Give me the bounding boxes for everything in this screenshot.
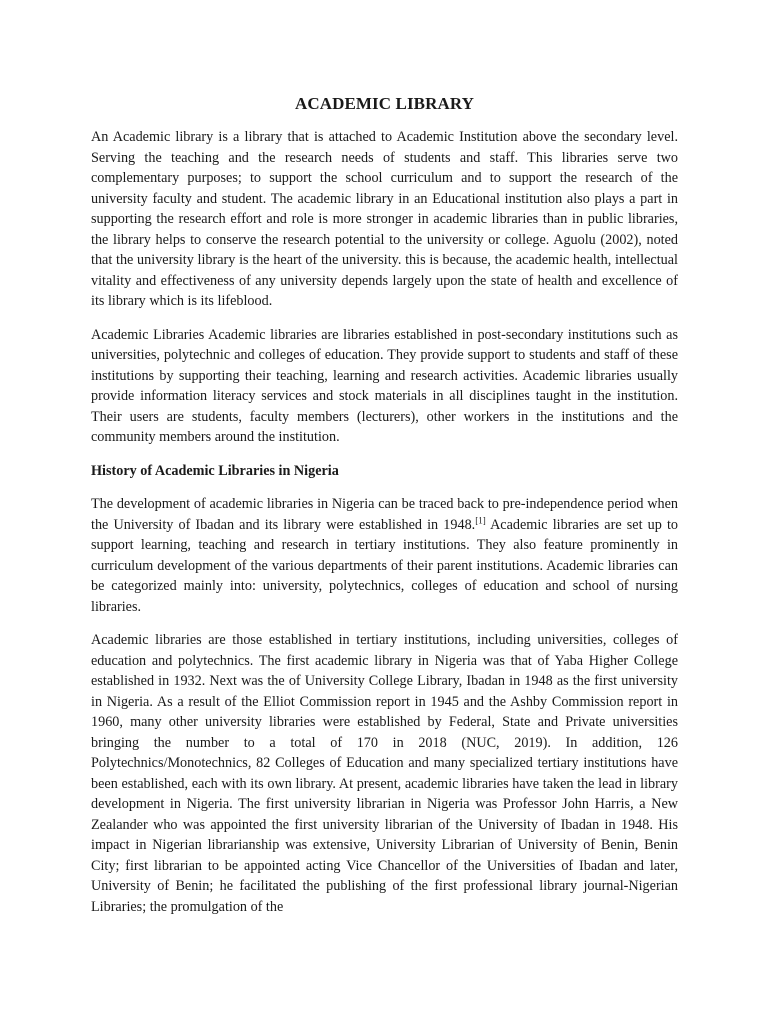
footnote-reference[interactable]: [1] [475,514,486,525]
paragraph-tertiary-institutions: Academic libraries are those established in tertiary institutions, including universities, colleges of education and polytechnics. The first academic library in Nigeria was that of Yaba Higher College established in 1932. Next was the of University College Library, Ibadan in 1948 as the first university in Nigeria. As a result of the Elliot Commission report in 1945 and the Ashby Commission report in 1960, many other university libraries were established by Federal, State and Private universities bringing the number to a total of 170 in 2018 (NUC, 2019). In addition, 126 Polytechnics/Monotechnics, 82 Colleges of Education and many specialized tertiary institutions have been established, each with its own library. At present, academic libraries have taken the lead in library development in Nigeria. The first university librarian in Nigeria was Professor John Harris, a New Zealander who was appointed the first university librarian of the University of Ibadan in 1948. His impact in Nigerian librarianship was extensive, University Librarian of University of Benin, Benin City; first librarian to be appointed acting Vice Chancellor of the Universities of Ibadan and later, University of Benin; he facilitated the publishing of the first professional library journal-Nigerian Libraries; the promulgation of the [91,632,678,915]
paragraph-history-text-2: Academic libraries are set up to support learning, teaching and research in tertiary institutions. They also feature prominently in curriculum development of the various departments of their parent institutions. Academic libraries can be categorized mainly into: university, polytechnics, colleges of education and school of nursing libraries. [91,516,678,615]
paragraph-history-text-1: The development of academic libraries in Nigeria can be traced back to pre-independence period when the University of Ibadan and its library were established in 1948. [91,496,678,533]
paragraph-history [91,494,678,617]
paragraph-intro: An Academic library is a library that is attached to Academic Institution above the secondary level. Serving the teaching and the research needs of students and staff. This libraries serve two complementary purposes; to support the school curriculum and to support the research of the university faculty and student. The academic library in an Educational institution also plays a part in supporting the research effort and role is more stronger in academic libraries than in public libraries, the library helps to conserve the research potential to the university or college. Aguolu (2002), noted that the university library is the heart of the university. this is because, the academic health, intellectual vitality and effectiveness of any university depends largely upon the state of health and excellence of its library which is its lifeblood. [91,129,678,309]
section-heading-history: History of Academic Libraries in Nigeria [91,462,339,479]
document-page [91,93,678,930]
paragraph-academic-libraries: Academic Libraries Academic libraries are libraries established in post-secondary institutions such as universities, polytechnic and colleges of education. They provide support to students and staff of these institutions by supporting their teaching, learning and research activities. Academic libraries usually provide information literacy services and stock materials in all disciplines taught in the institution. Their users are students, faculty members (lecturers), other workers in the institutions and the community members around the institution. [91,326,678,445]
document-title: ACADEMIC LIBRARY [294,94,475,113]
